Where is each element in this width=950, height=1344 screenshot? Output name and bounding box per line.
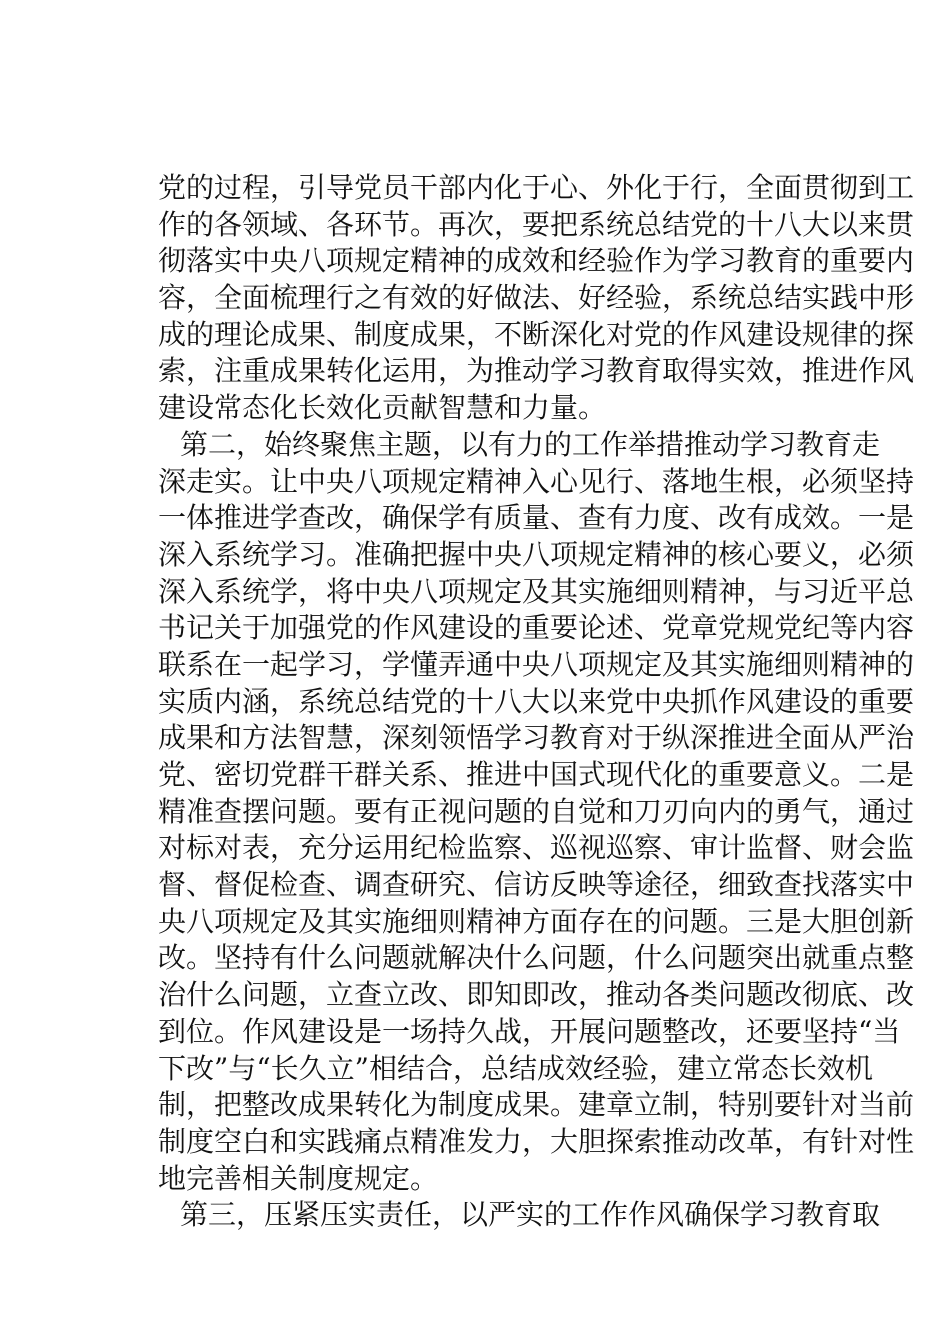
text-line: 深走实。让中央八项规定精神入心见行、落地生根，必须坚持 (158, 464, 915, 498)
text-line: 到位。作风建设是一场持久战，开展问题整改，还要坚持“当 (158, 1014, 901, 1048)
text-line: 成的理论成果、制度成果，不断深化对党的作风建设规律的探 (158, 317, 915, 351)
text-line: 深入系统学习。准确把握中央八项规定精神的核心要义，必须 (158, 537, 915, 571)
text-line: 彻落实中央八项规定精神的成效和经验作为学习教育的重要内 (158, 244, 915, 278)
text-line: 联系在一起学习，学懂弄通中央八项规定及其实施细则精神的 (158, 647, 915, 681)
text-line: 精准查摆问题。要有正视问题的自觉和刀刃向内的勇气，通过 (158, 794, 915, 828)
text-line: 制，把整改成果转化为制度成果。建章立制，特别要针对当前 (158, 1088, 915, 1122)
paragraph-start-line: 第三，压紧压实责任，以严实的工作作风确保学习教育取 (180, 1198, 881, 1232)
text-line: 建设常态化长效化贡献智慧和力量。 (158, 391, 607, 425)
text-line: 党的过程，引导党员干部内化于心、外化于行，全面贯彻到工 (158, 171, 915, 204)
paragraph-start-line: 第二，始终聚焦主题，以有力的工作举措推动学习教育走 (180, 427, 881, 461)
text-line: 下改”与“长久立”相结合，总结成效经验，建立常态长效机 (158, 1051, 873, 1085)
text-line: 央八项规定及其实施细则精神方面存在的问题。三是大胆创新 (158, 904, 915, 938)
text-line: 书记关于加强党的作风建设的重要论述、党章党规党纪等内容 (158, 611, 915, 645)
text-line: 改。坚持有什么问题就解决什么问题，什么问题突出就重点整 (158, 941, 915, 975)
text-line: 党、密切党群干群关系、推进中国式现代化的重要意义。二是 (158, 758, 915, 791)
text-line: 容，全面梳理行之有效的好做法、好经验，系统总结实践中形 (158, 281, 915, 315)
text-line: 制度空白和实践痛点精准发力，大胆探索推动改革，有针对性 (158, 1124, 915, 1158)
text-line: 作的各领域、各环节。再次，要把系统总结党的十八大以来贯 (158, 207, 915, 241)
text-line: 深入系统学，将中央八项规定及其实施细则精神，与习近平总 (158, 574, 915, 608)
text-line: 索，注重成果转化运用，为推动学习教育取得实效，推进作风 (158, 354, 915, 388)
text-line: 一体推进学查改，确保学有质量、查有力度、改有成效。一是 (158, 501, 915, 535)
text-line: 实质内涵，系统总结党的十八大以来党中央抓作风建设的重要 (158, 684, 915, 718)
text-line: 治什么问题，立查立改、即知即改，推动各类问题改彻底、改 (158, 978, 915, 1012)
text-line: 督、督促检查、调查研究、信访反映等途径，细致查找落实中 (158, 868, 915, 902)
body-text (158, 170, 915, 1234)
text-line: 对标对表，充分运用纪检监察、巡视巡察、审计监督、财会监 (158, 831, 915, 865)
text-line: 地完善相关制度规定。 (158, 1161, 439, 1195)
text-line: 成果和方法智慧，深刻领悟学习教育对于纵深推进全面从严治 (158, 721, 915, 755)
